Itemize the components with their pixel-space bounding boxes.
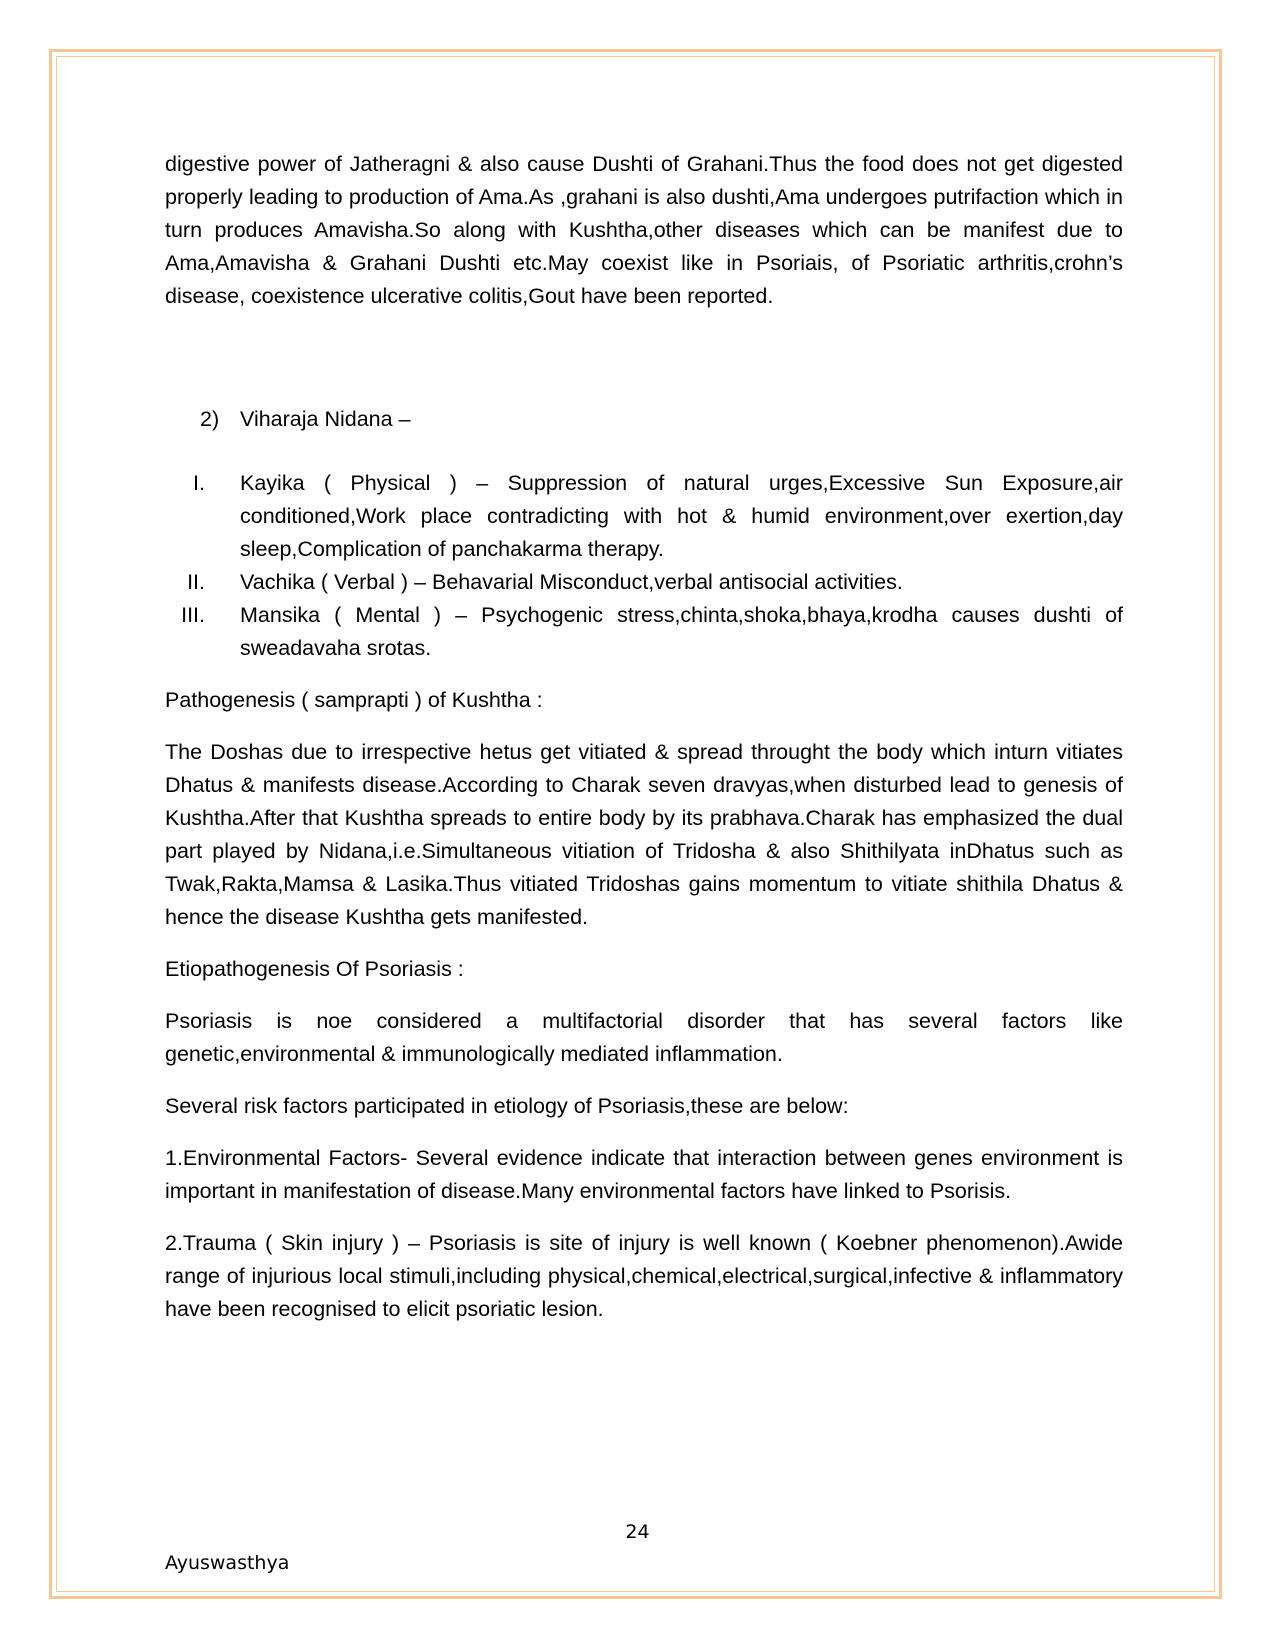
page-number: 24 bbox=[625, 1521, 650, 1543]
risk-factors-intro: Several risk factors participated in etiology of Psoriasis,these are below: bbox=[165, 1094, 849, 1118]
viharaja-nidana-heading bbox=[165, 403, 1123, 436]
list-item-kayika bbox=[165, 467, 1123, 566]
paragraph-grahani: digestive power of Jatheragni & also cause Dushti of Grahani.Thus the food does not get digested properly leading to production of Ama.As ,grahani is also dushti,Ama undergoes putrifaction which in turn produces Amavisha.So along with Kushtha,other diseases which can be manifest due to Ama,Amavisha & Grahani Dushti etc.May coexist like in Psoriais, of Psoriatic arthritis,crohn’s disease, coexistence ulcerative colitis,Gout have been reported. bbox=[165, 152, 1123, 308]
environmental-factors-paragraph: 1.Environmental Factors- Several evidence indicate that interaction between genes environment is important in manifestation of disease.Many environmental factors have linked to Psorisis. bbox=[165, 1146, 1123, 1203]
roman-numeral: I. bbox=[193, 471, 205, 495]
list-item-text: Kayika ( Physical ) – Suppression of natural urges,Excessive Sun Exposure,air conditioned,Work place contradicting with hot & humid environment,over exertion,day sleep,Complication of panchakarma therapy. bbox=[240, 471, 1123, 561]
list-item-text: Mansika ( Mental ) – Psychogenic stress,chinta,shoka,bhaya,krodha causes dushti of sweadavaha srotas. bbox=[240, 603, 1123, 660]
roman-numeral: II. bbox=[187, 570, 205, 594]
etiopathogenesis-paragraph: Psoriasis is noe considered a multifactorial disorder that has several factors like genetic,environmental & immunologically mediated inflammation. bbox=[165, 1009, 1123, 1066]
list-item-vachika bbox=[165, 566, 1123, 599]
etiopathogenesis-heading: Etiopathogenesis Of Psoriasis : bbox=[165, 957, 464, 981]
roman-numeral: III. bbox=[181, 603, 205, 627]
pathogenesis-heading: Pathogenesis ( samprapti ) of Kushtha : bbox=[165, 688, 543, 712]
trauma-paragraph: 2.Trauma ( Skin injury ) – Psoriasis is site of injury is well known ( Koebner phenomenon).Awide range of injurious local stimuli,including physical,chemical,electrical,surgical,infective & inflammatory have been recognised to elicit psoriatic lesion. bbox=[165, 1231, 1123, 1321]
list-item-mansika bbox=[165, 599, 1123, 665]
roman-list bbox=[165, 467, 1123, 665]
list-item-label: Viharaja Nidana – bbox=[240, 407, 411, 431]
page-content bbox=[165, 148, 1123, 1326]
footer-journal-name: Ayuswasthya bbox=[165, 1552, 290, 1574]
list-number: 2) bbox=[200, 407, 220, 431]
list-item-text: Vachika ( Verbal ) – Behavarial Misconduct,verbal antisocial activities. bbox=[240, 570, 903, 594]
pathogenesis-paragraph: The Doshas due to irrespective hetus get vitiated & spread throught the body which inturn vitiates Dhatus & manifests disease.According to Charak seven dravyas,when disturbed lead to genesis of Kushtha.After that Kushtha spreads to entire body by its prabhava.Charak has emphasized the dual part played by Nidana,i.e.Simultaneous vitiation of Tridosha & also Shithilyata inDhatus such as Twak,Rakta,Mamsa & Lasika.Thus vitiated Tridoshas gains momentum to vitiate shithila Dhatus & hence the disease Kushtha gets manifested. bbox=[165, 740, 1123, 929]
